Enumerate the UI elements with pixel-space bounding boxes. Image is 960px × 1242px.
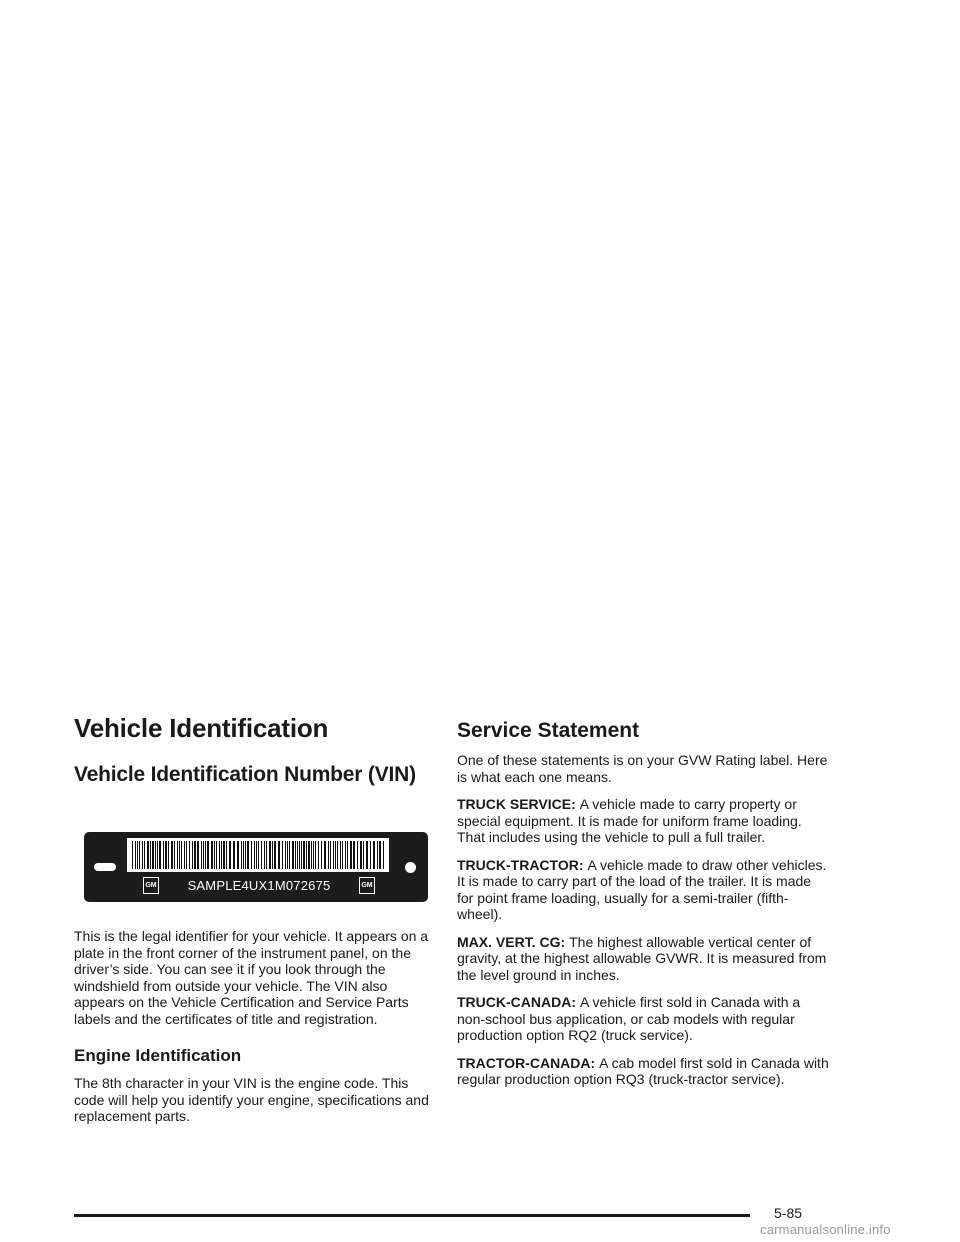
statement-term: TRACTOR-CANADA: xyxy=(457,1054,596,1071)
barcode-bar xyxy=(299,841,300,869)
barcode-bar xyxy=(366,841,368,869)
barcode-bar xyxy=(203,841,204,869)
footer-rule xyxy=(74,1214,750,1217)
barcode-bar xyxy=(142,841,143,869)
barcode-bar xyxy=(347,841,348,869)
barcode-bar xyxy=(335,841,336,869)
barcode-bar xyxy=(177,841,178,869)
service-statement-heading: Service Statement xyxy=(457,719,640,742)
barcode-bar xyxy=(165,841,167,869)
left-column xyxy=(74,712,434,1125)
barcode-bar xyxy=(168,841,169,869)
barcode-bar xyxy=(189,841,190,869)
barcode-bar xyxy=(324,841,326,869)
barcode-bar xyxy=(152,841,154,869)
barcode-bar xyxy=(139,841,140,869)
statement-item xyxy=(457,796,829,846)
barcode-bar xyxy=(219,841,220,869)
vin-barcode xyxy=(127,838,389,872)
barcode-bar xyxy=(363,841,364,869)
statement-text: A vehicle made to carry property or special equipment. It is made for uniform frame loading. That includes using the vehicle to pull a full trailer. xyxy=(457,796,802,845)
plate-slot-hole xyxy=(94,863,116,871)
barcode-bar xyxy=(233,841,235,869)
vin-number: SAMPLE4UX1M072675 xyxy=(187,877,331,893)
barcode-bar xyxy=(179,841,180,869)
barcode-bar xyxy=(159,841,161,869)
page-title: Vehicle Identification xyxy=(74,713,329,743)
barcode-bar xyxy=(197,841,199,869)
barcode-bar xyxy=(171,841,173,869)
barcode-bar xyxy=(135,841,136,869)
barcode-bar xyxy=(345,841,346,869)
statement-term: MAX. VERT. CG: xyxy=(457,933,566,950)
barcode-bar xyxy=(229,841,231,869)
statement-text: The highest allowable vertical center of gravity, at the highest allowable GVWR. It is measured from the level ground in inches. xyxy=(457,933,827,983)
barcode-bar xyxy=(295,841,296,869)
barcode-bar xyxy=(383,841,384,869)
barcode-bar xyxy=(377,841,378,869)
gm-logo-icon: GM xyxy=(359,877,375,894)
barcode-bar xyxy=(353,841,355,869)
barcode-bar xyxy=(226,841,227,869)
statement-text: A vehicle made to draw other vehicles. It is made to carry part of the load of the trailer. It is made for point frame loading, usually for a semi-trailer (fifth-wheel). xyxy=(457,856,827,922)
barcode-bar xyxy=(221,841,222,869)
barcode-bar xyxy=(269,841,271,869)
barcode-graphic xyxy=(132,841,384,869)
gm-logo-icon: GM xyxy=(143,877,159,894)
statement-text: A cab model first sold in Canada with regular production option RQ3 (truck-tractor service). xyxy=(457,1054,829,1087)
barcode-bar xyxy=(330,841,331,869)
page-number: 5-85 xyxy=(774,1205,803,1221)
barcode-bar xyxy=(194,841,196,869)
barcode-bar xyxy=(157,841,158,869)
barcode-bar xyxy=(214,841,215,869)
barcode-bar xyxy=(144,841,145,869)
barcode-bar xyxy=(287,841,288,869)
barcode-bar xyxy=(289,841,290,869)
plate-round-hole xyxy=(405,862,416,873)
barcode-bar xyxy=(306,841,307,869)
barcode-bar xyxy=(333,841,334,869)
statement-item xyxy=(457,1055,829,1088)
barcode-bar xyxy=(297,841,298,869)
barcode-bar xyxy=(379,841,381,869)
barcode-bar xyxy=(285,841,286,869)
barcode-bar xyxy=(137,841,138,869)
barcode-bar xyxy=(205,841,206,869)
vin-heading: Vehicle Identification Number (VIN) xyxy=(74,763,416,786)
barcode-bar xyxy=(132,841,133,869)
barcode-bar xyxy=(301,841,302,869)
barcode-bar xyxy=(278,841,280,869)
watermark-text: carmanualsonline.info xyxy=(760,1222,891,1237)
barcode-bar xyxy=(282,841,283,869)
statement-item xyxy=(457,994,829,1044)
barcode-bar xyxy=(292,841,294,869)
statement-text: A vehicle first sold in Canada with a non-school bus application, or cab models with regular production option RQ2 (truck service). xyxy=(457,994,801,1043)
statement-term: TRUCK-CANADA: xyxy=(457,994,576,1010)
vin-description: This is the legal identifier for your vehicle. It appears on a plate in the front corner of the instrument panel, on the driver’s side. You can see it if you look through the windshield from outside your vehicle. The VIN also appears on the Vehicle Certification and Service Parts labels and the certificates of title and registration. xyxy=(74,928,429,1027)
barcode-bar xyxy=(350,841,352,869)
barcode-bar xyxy=(360,841,362,869)
barcode-bar xyxy=(370,841,371,869)
vin-plate-image xyxy=(84,832,428,902)
barcode-bar xyxy=(243,841,244,869)
barcode-bar xyxy=(254,841,255,869)
barcode-bar xyxy=(163,841,164,869)
statement-term: TRUCK-TRACTOR: xyxy=(457,856,584,873)
barcode-bar xyxy=(308,841,310,869)
barcode-bar xyxy=(207,841,209,869)
barcode-bar xyxy=(186,841,187,869)
engine-description: The 8th character in your VIN is the engine code. This code will help you identify your engine, specifications and replacement parts. xyxy=(74,1075,429,1124)
barcode-bar xyxy=(313,841,314,869)
barcode-bar xyxy=(258,841,259,869)
barcode-bar xyxy=(303,841,305,869)
statement-item xyxy=(457,857,829,923)
barcode-bar xyxy=(241,841,242,869)
barcode-bar xyxy=(373,841,375,869)
barcode-bar xyxy=(216,841,217,869)
barcode-bar xyxy=(174,841,175,869)
statement-term: TRUCK SERVICE: xyxy=(457,796,576,812)
barcode-bar xyxy=(155,841,156,869)
barcode-bar xyxy=(264,841,265,869)
barcode-bar xyxy=(256,841,257,869)
barcode-bar xyxy=(150,841,151,869)
barcode-bar xyxy=(328,841,329,869)
barcode-bar xyxy=(181,841,182,869)
barcode-bar xyxy=(321,841,322,869)
right-column xyxy=(457,718,829,1099)
barcode-bar xyxy=(311,841,312,869)
barcode-bar xyxy=(274,841,276,869)
barcode-bar xyxy=(315,841,316,869)
barcode-bar xyxy=(266,841,267,869)
engine-heading: Engine Identification xyxy=(74,1046,242,1065)
barcode-bar xyxy=(245,841,246,869)
barcode-bar xyxy=(147,841,149,869)
barcode-bar xyxy=(357,841,358,869)
barcode-bar xyxy=(342,841,343,869)
barcode-bar xyxy=(272,841,273,869)
barcode-bar xyxy=(318,841,319,869)
barcode-bar xyxy=(237,841,239,869)
barcode-bar xyxy=(223,841,225,869)
barcode-bar xyxy=(247,841,249,869)
barcode-bar xyxy=(192,841,193,869)
statement-item xyxy=(457,934,829,984)
barcode-bar xyxy=(337,841,338,869)
vin-label xyxy=(127,838,389,896)
vin-bottom-row xyxy=(143,876,375,894)
service-intro: One of these statements is on your GVW Rating label. Here is what each one means. xyxy=(457,752,828,785)
barcode-bar xyxy=(251,841,252,869)
barcode-bar xyxy=(211,841,213,869)
barcode-bar xyxy=(340,841,341,869)
barcode-bar xyxy=(261,841,262,869)
barcode-bar xyxy=(184,841,185,869)
barcode-bar xyxy=(201,841,202,869)
